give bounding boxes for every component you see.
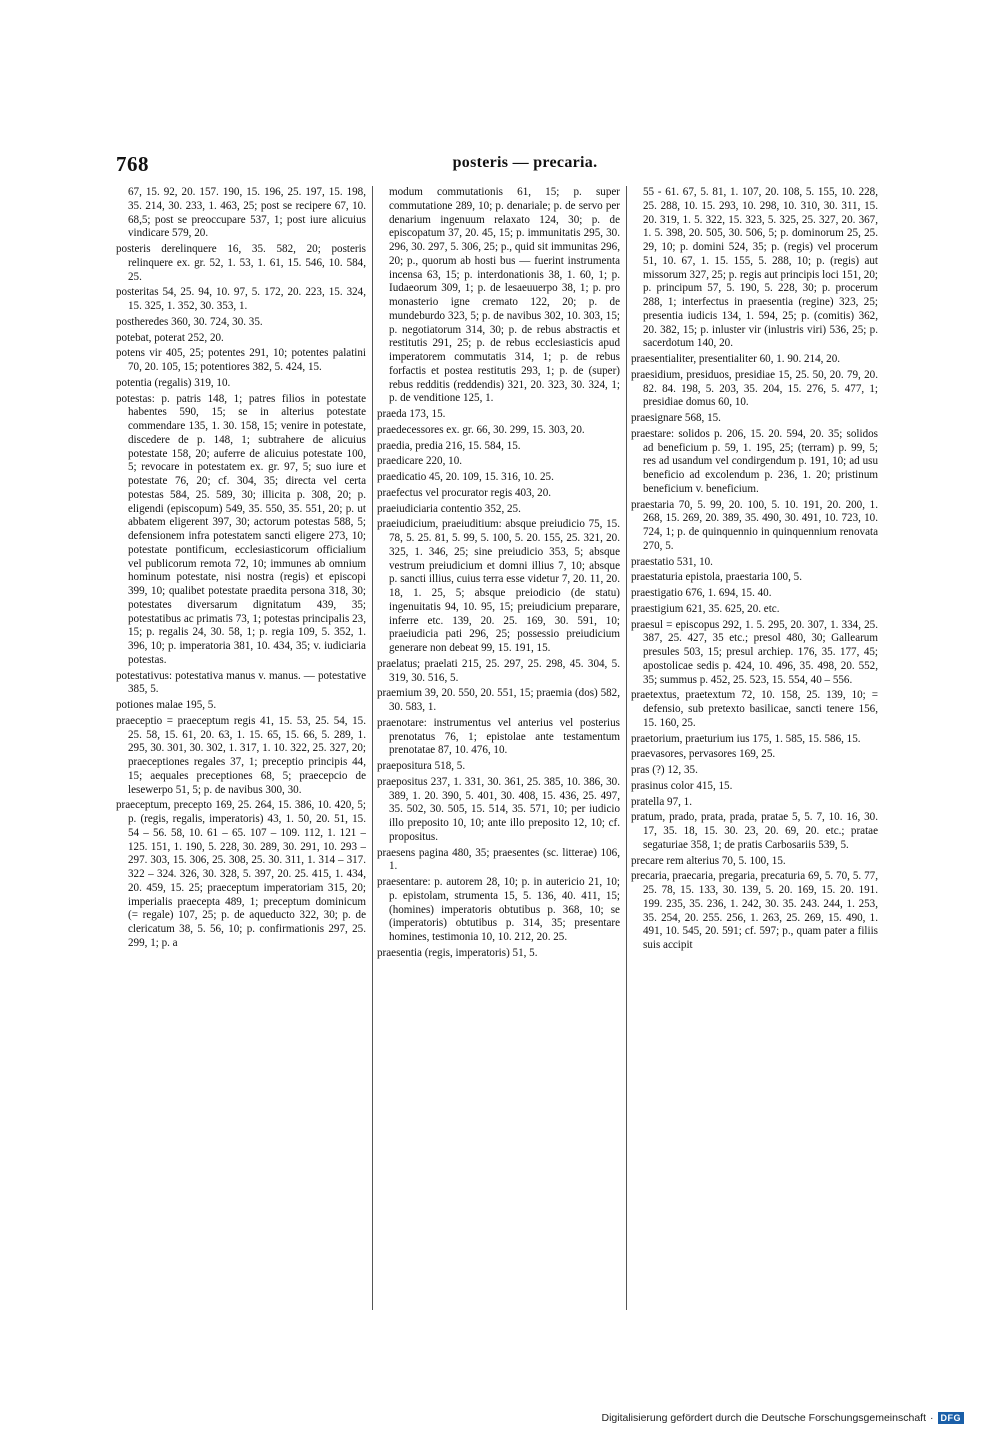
index-entry: praesignare 568, 15. bbox=[631, 412, 721, 424]
index-entry: praemium 39, 20. 550, 20. 551, 15; praemia (dos) 582, 30. 583, 1. bbox=[377, 687, 620, 713]
footer bbox=[601, 1412, 964, 1424]
index-entry: praesentia (regis, imperatoris) 51, 5. bbox=[377, 946, 538, 959]
index-entry: potens vir 405, 25; potentes 291, 10; potentes palatini 70, 20. 105, 15; potentiores 382, 5. 424, 15. bbox=[116, 347, 366, 373]
index-columns bbox=[116, 186, 878, 1310]
index-entry: praestaturia epistola, praestaria 100, 5. bbox=[631, 571, 802, 584]
index-entry: praedicare 220, 10. bbox=[377, 455, 463, 468]
index-entry: potentia (regalis) 319, 10. bbox=[116, 376, 231, 389]
index-entry: potiones malae 195, 5. bbox=[116, 699, 217, 711]
index-entry: praedicatio 45, 20. 109, 15. 316, 10. 25. bbox=[377, 471, 554, 483]
index-entry: praesidium, presiduos, presidiae 15, 25. 50, 20. 79, 20. 82. 84. 198, 5. 203, 35. 204, 15. 276, 5. 477, 1; presidiae domus 60, 10. bbox=[631, 368, 878, 409]
index-entry: praeda 173, 15. bbox=[377, 408, 446, 420]
index-entry: posteris derelinquere 16, 35. 582, 20; posteris relinquere ex. gr. 52, 1. 53, 1. 61, 15. 546, 10. 584, 25. bbox=[116, 243, 366, 283]
index-entry: modum commutationis 61, 15; p. super commutatione 289, 10; p. denariale; p. de servo per denarium ingenuum relaxato 124, 30; p. de episcopatum 37, 20. 45, 15; p. immunitatis 295, 30. 296, 30. 297, 5. 306, 25; p., quid sit immunitas 296, 20; p., quorum ab hosti bus — fuerint instrumenta incensa 63, 15; p. interdonationis 38, 1. 60, 1; p. Iudaeorum 309, 1; p. de lesaeuuerpo 38, 1; p. pro monasterio igne cremato 122, 20; p. de mundeburdo 323, 5; p. de navibus 302, 10. 303, 15; p. negotiatorum 314, 30; p. de rebus abstractis et restitutis 291, 25; p. de rebus ecclesiasticis apud imperatorem commutatis 314, 1; p. de rebus forfactis et postea restitutis 293, 1; p. de (super) rebus redditis (reddendis) 321, 20. 323, 30. 324, 1; p. de venditione 125, 1. bbox=[389, 186, 620, 405]
index-entry: praeiudicium, praeiuditium: absque preiudicio 75, 15. 78, 5. 25. 81, 5. 99, 5. 100, 5. 20. 155, 25. 321, 20. 325, 1. 346, 25; sine preiudicio 353, 5; absque vestrum preiudicium et domni illius 7, 10; absque p. sancti illius, cuius terra esse videtur 7, 20. 11, 20. 18, 1. 25, 5; absque preiodicio (de statu) ingenuitatis 94, 10. 95, 15; preiudicium preparare, inferre etc. 139, 20. 25. 169, 30. 591, 10; praeiudicia pati 296, 25; possessio preiudicium generare non debeat 99, 15. 191, 15. bbox=[377, 518, 620, 654]
index-entry: praeceptio = praeceptum regis 41, 15. 53, 25. 54, 15. 25. 58, 15. 61, 20. 63, 1. 15. 65, 15. 66, 5. 289, 1. 295, 30. 301, 30. 302, 1. 317, 1. 10. 322, 25. 327, 20; praeceptiones regales 37, 1; preceptio principis 44, 15; aequales preceptiones 68, 5; praecepcio de lesewerpo 51, 5; p. de navibus 300, 30. bbox=[116, 714, 366, 796]
index-entry: praesul = episcopus 292, 1. 5. 295, 20. 307, 1. 334, 25. 387, 25. 427, 35 etc.; presol 480, 30; Gallearum presules 503, 15; presul archiep. 176, 35. 177, 45; apostolicae sedis p. 424, 10. 496, 35. 498, 20. 552, 35; summus p. 452, 25. 523, 15. 554, 40 – 556. bbox=[631, 618, 878, 686]
dfg-logo: DFG bbox=[938, 1412, 965, 1424]
index-entry: praepositura 518, 5. bbox=[377, 760, 466, 772]
index-entry: praetextus, praetextum 72, 10. 158, 25. 139, 10; = defensio, sub pretexto basilicae, sancti tenere 156, 15. 160, 25. bbox=[631, 689, 878, 729]
index-entry: praesentialiter, presentialiter 60, 1. 90. 214, 20. bbox=[631, 353, 841, 365]
page-number: 768 bbox=[116, 152, 149, 176]
index-entry: praenotare: instrumentus vel anterius vel posterius prenotatus 76, 1; epistolae ante testamentum prenotatae 87, 10. 476, 10. bbox=[377, 716, 620, 757]
index-entry: 67, 15. 92, 20. 157. 190, 15. 196, 25. 197, 15. 198, 35. 214, 30. 233, 1. 463, 25; post se recipere 67, 10. 68,5; post se preoccupare 537, 1; post iure alicuius vindicare 579, 20. bbox=[128, 186, 366, 240]
index-entry: prasinus color 415, 15. bbox=[631, 779, 733, 792]
index-entry: pras (?) 12, 35. bbox=[631, 764, 698, 776]
index-entry: potebat, poterat 252, 20. bbox=[116, 331, 224, 344]
index-entry: praetorium, praeturium ius 175, 1. 585, 15. 586, 15. bbox=[631, 732, 861, 745]
footer-separator: · bbox=[930, 1412, 934, 1424]
index-entry: praestigium 621, 35. 625, 20. etc. bbox=[631, 602, 780, 615]
index-entry: praestatio 531, 10. bbox=[631, 555, 713, 568]
column-3 bbox=[626, 186, 878, 1310]
index-entry: praedia, predia 216, 15. 584, 15. bbox=[377, 439, 521, 452]
index-entry: praedecessores ex. gr. 66, 30. 299, 15. 303, 20. bbox=[377, 423, 585, 436]
index-entry: praestigatio 676, 1. 694, 15. 40. bbox=[631, 587, 772, 599]
index-entry: praesens pagina 480, 35; praesentes (sc. litterae) 106, 1. bbox=[377, 846, 620, 873]
index-entry: praelatus; praelati 215, 25. 297, 25. 298, 45. 304, 5. 319, 30. 516, 5. bbox=[377, 657, 620, 684]
index-entry: potestativus: potestativa manus v. manus. — potestative 385, 5. bbox=[116, 669, 366, 696]
index-entry: pratella 97, 1. bbox=[631, 795, 692, 808]
index-entry: precaria, praecaria, pregaria, precaturia 69, 5. 70, 5. 77, 25. 78, 15. 133, 30. 139, 5. 20. 169, 15. 20. 191. 199. 235, 35. 236, 1. 242, 30. 35. 243. 244, 1. 253, 35. 254, 20. 255. 256, 1. 263, 25. 269, 15. 490, 1. 491, 10. 545, 20. 591; cf. 597; p., quam pater a filiis suis accipit bbox=[631, 870, 878, 951]
index-entry: praeiudiciaria contentio 352, 25. bbox=[377, 502, 521, 515]
column-2 bbox=[372, 186, 620, 1310]
footer-credit: Digitalisierung gefördert durch die Deutsche Forschungsgemeinschaft bbox=[601, 1412, 926, 1424]
index-entry: posteritas 54, 25. 94, 10. 97, 5. 172, 20. 223, 15. 324, 15. 325, 1. 352, 30. 353, 1. bbox=[116, 286, 366, 312]
column-1 bbox=[116, 186, 366, 1310]
index-entry: praestaria 70, 5. 99, 20. 100, 5. 10. 191, 20. 200, 1. 268, 15. 269, 20. 389, 35. 490, 30. 491, 10. 723, 10. 724, 1; p. de quinquennio in quinquennium renovata 270, 5. bbox=[631, 498, 878, 552]
index-entry: praepositus 237, 1. 331, 30. 361, 25. 385, 10. 386, 30. 389, 1. 20. 390, 5. 401, 30. 408, 15. 436, 25. 497, 35. 502, 30. 505, 15. 514, 35. 571, 10; per iudicio illo preposito 10, 10; ante illo preposito 12, 10; cf. propositus. bbox=[377, 775, 620, 843]
index-entry: praestare: solidos p. 206, 15. 20. 594, 20. 35; solidos ad beneficium p. 59, 1. 195, 25; (terram) p. 99, 5; res ad usandum vel condirgendum p. 191, 10; ad usu beneficio ad excolendum p. 236, 1. 20; pristinum beneficium v. beneficium. bbox=[631, 427, 878, 495]
index-entry: precare rem alterius 70, 5. 100, 15. bbox=[631, 854, 786, 867]
index-entry: praesentare: p. autorem 28, 10; p. in autericio 21, 10; p. epistolam, strumenta 15, 5. 136, 40. 411, 15; (homines) imperatoris obtutibus p. 368, 10; se (imperatoris) obtutibus p. 314, 35; presentare homines, testimonia 10, 10. 212, 20. 25. bbox=[377, 876, 620, 943]
index-entry: 55 - 61. 67, 5. 81, 1. 107, 20. 108, 5. 155, 10. 228, 25. 288, 10. 15. 293, 10. 298, 10. 310, 30. 311, 15. 20. 319, 1. 5. 322, 15. 323, 5. 325, 25. 327, 20. 367, 1. 5. 398, 20. 505, 30. 506, 5; p. dominorum 25, 25. 29, 10; p. domini 524, 35; p. (regis) vel procerum 51, 10. 67, 1. 15. 155, 5. 288, 10; p. (regis) aut missorum 327, 25; p. regis aut principis loci 151, 20; p. principum 57, 5. 190, 5. 228, 30; p. procerum 288, 1; interfectus in praesentia (regine) 323, 25; presentia iudicis 134, 1. 594, 25; p. (comitis) 362, 20. 382, 15; p. inluster vir (inlustris viri) 536, 25; p. sacerdotum 140, 20. bbox=[643, 186, 878, 350]
index-entry: praevasores, pervasores 169, 25. bbox=[631, 748, 776, 761]
index-entry: pratum, prado, prata, prada, pratae 5, 5. 7, 10. 16, 30. 17, 35. 18, 15. 30. 23, 20. 69, 20. etc.; pratae segaturiae 358, 1; de pratis Carbosariis 539, 5. bbox=[631, 811, 878, 851]
index-entry: praefectus vel procurator regis 403, 20. bbox=[377, 486, 552, 499]
index-entry: postheredes 360, 30. 724, 30. 35. bbox=[116, 315, 263, 328]
index-entry: praeceptum, precepto 169, 25. 264, 15. 386, 10. 420, 5; p. (regis, regalis, imperatoris) 43, 1. 50, 20. 51, 15. 54 – 56. 58, 10. 61 – 65. 107 – 109. 112, 1. 121 – 125. 151, 1. 190, 5. 228, 30. 289, 30. 291, 10. 293 – 297. 303, 15. 306, 25. 308, 25. 30. 311, 1. 314 – 317. 322 – 324. 326, 30. 328, 5. 397, 20. 25. 415, 1. 434, 20. 459, 15. 25; praeceptum imperatoriam 315, 20; imperialis praecepta 489, 1; preceptum dominicum (= regale) 107, 25; p. de aqueducto 322, 30; p. de clericatum 38, 5. 56, 10; p. confirmationis 297, 25. 299, 1; p. a bbox=[116, 799, 366, 949]
running-head: posteris — precaria. bbox=[452, 154, 598, 171]
index-entry: potestas: p. patris 148, 1; patres filios in potestate habentes 590, 15; se in alterius potestate commendare 135, 1. 30. 158, 15; venire in potestate, discedere de p. 148, 1; subtrahere de alicuius potestate 158, 20; auferre de alicuius potestate 100, 5; revocare in potestatem ex. gr. 97, 5; suo iure et potestate 76, 20; cf. 304, 35; directa vel certa potestas 584, 25. 589, 30; illicita p. 308, 20; p. eligendi (episcopum) 549, 35. 550, 35. 551, 20; p. ut abbatem eligerent 397, 30; actorum potestas 588, 5; defensionem infra potestatem sancti eligere 273, 10; potestate pontificum, ecclesiasticorum officialium vel publicorum remota 72, 10; immunes ab omnium hominum potestate, nisi nostra (regis) et episcopi 399, 10; qualibet potestate praedita persona 318, 30; potestates diversarum dignitatum 439, 35; potestatibus ac primatis 73, 1; potestas principalis 23, 15; p. regalis 24, 30. 58, 1; p. regia 109, 5. 352, 1. 396, 10; p. imperatoria 381, 10. 434, 35; v. iudiciaria potestas. bbox=[116, 392, 366, 666]
